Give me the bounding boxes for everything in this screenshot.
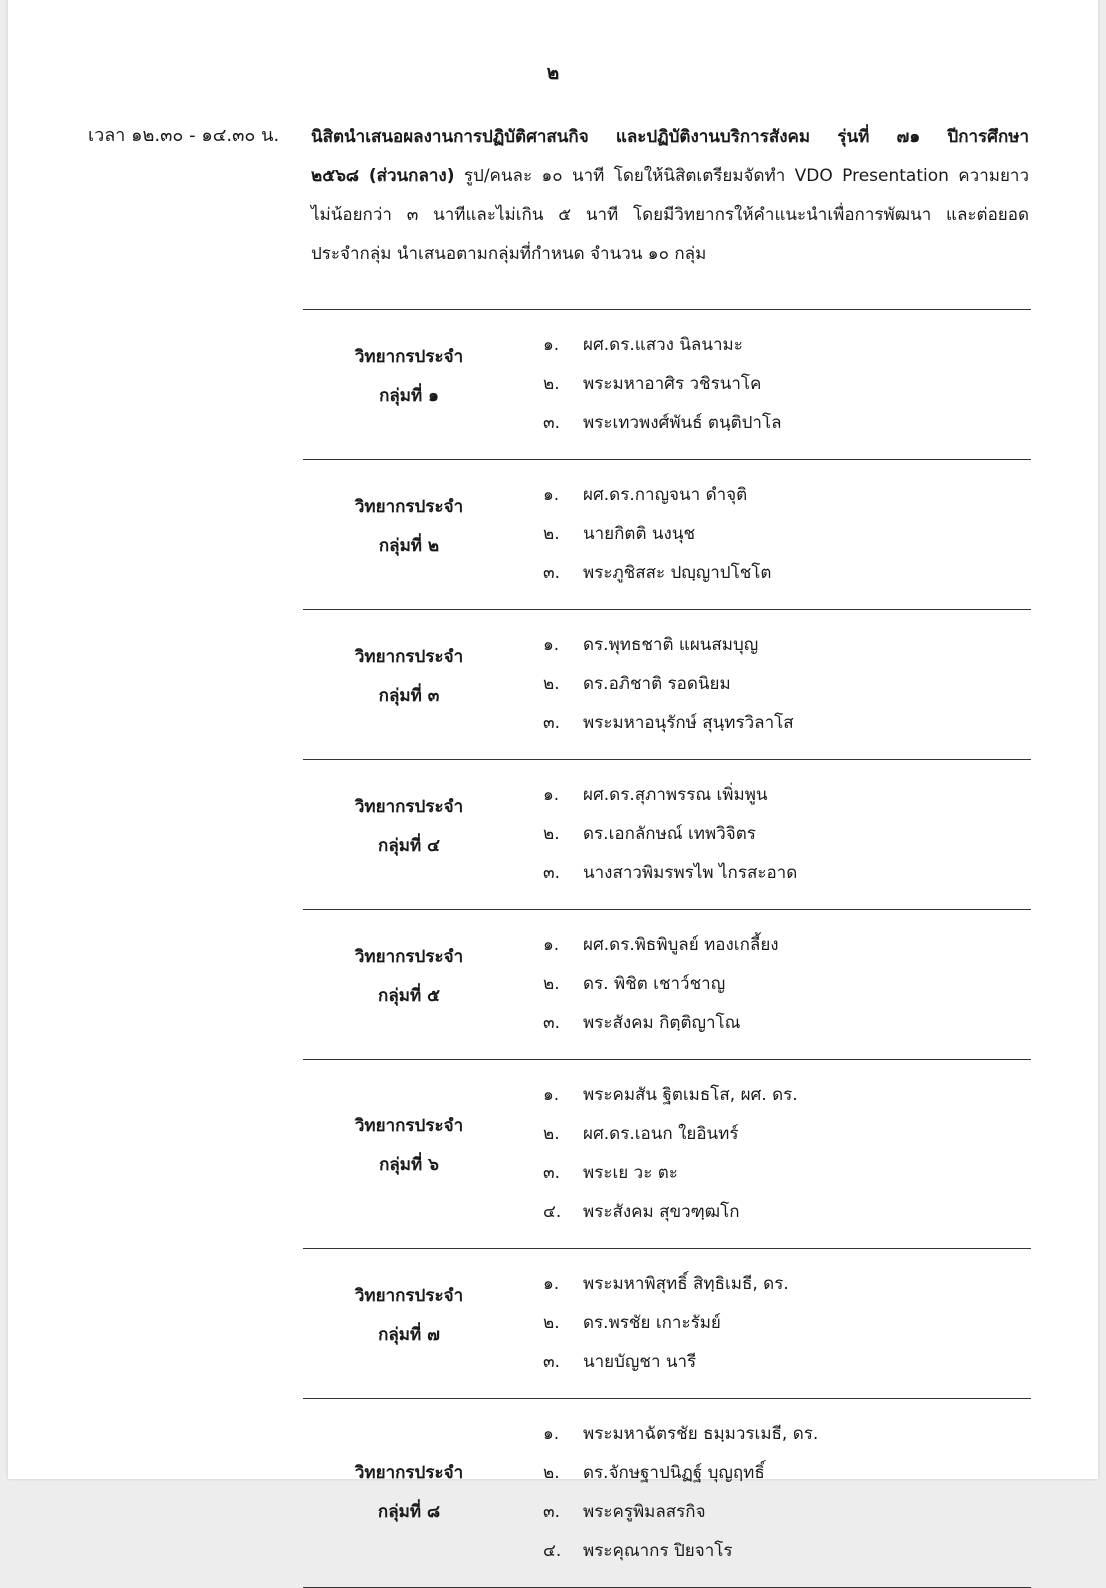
member-number: ๒. [543, 1313, 560, 1333]
member-number: ๓. [543, 563, 561, 583]
group-label [303, 760, 515, 893]
member-number: ๑. [543, 1424, 560, 1444]
member-item [543, 626, 1031, 665]
member-item [543, 1415, 1031, 1454]
member-name: พระคมสัน ฐิตเมธโส, ผศ. ดร. [583, 1085, 798, 1105]
member-number: ๔. [543, 1202, 562, 1222]
member-number: ๑. [543, 785, 560, 805]
member-name: ผศ.ดร.สุภาพรรณ เพิ่มพูน [583, 785, 768, 805]
group-label-number: กลุ่มที่ ๑ [379, 385, 439, 406]
member-list [543, 1415, 1031, 1571]
member-list [543, 1076, 1031, 1232]
member-number: ๓. [543, 1502, 561, 1522]
group-label-title: วิทยากรประจำ [354, 346, 464, 367]
group-label-number: กลุ่มที่ ๕ [378, 985, 440, 1006]
member-number: ๒. [543, 1463, 560, 1483]
member-number: ๒. [543, 824, 560, 844]
member-name: ผศ.ดร.พิธพิบูลย์ ทองเกลี้ยง [583, 935, 779, 955]
member-name: พระมหาอนุรักษ์ สุนฺทรวิลาโส [583, 713, 794, 733]
speaker-group [303, 459, 1031, 593]
member-number: ๑. [543, 1274, 560, 1294]
member-number: ๒. [543, 374, 560, 394]
member-list [543, 476, 1031, 593]
document-page [8, 0, 1098, 1561]
group-label-number: กลุ่มที่ ๔ [378, 835, 440, 856]
description-line-3: ไม่น้อยกว่า ๓ นาทีและไม่เกิน ๕ นาที โดยมีวิทยากรให้คำแนะนำเพื่อการพัฒนา และต่อยอด [311, 205, 1029, 225]
schedule-time: เวลา ๑๒.๓๐ - ๑๔.๓๐ น. [88, 125, 280, 146]
member-number: ๔. [543, 1541, 562, 1561]
member-item [543, 776, 1031, 815]
member-number: ๒. [543, 974, 560, 994]
member-name: ผศ.ดร.เอนก ใยอินทร์ [583, 1124, 739, 1144]
group-label-title: วิทยากรประจำ [354, 1285, 464, 1306]
member-number: ๒. [543, 524, 560, 544]
member-name: ดร.พรชัย เกาะรัมย์ [583, 1313, 721, 1333]
member-item [543, 1493, 1031, 1532]
member-number: ๑. [543, 1085, 560, 1105]
group-label-title: วิทยากรประจำ [354, 496, 464, 517]
member-list [543, 776, 1031, 893]
description-line-1: นิสิตนำเสนอผลงานการปฏิบัติศาสนกิจ และปฏิบัติงานบริการสังคม รุ่นที่ ๗๑ ปีการศึกษา [311, 127, 1029, 147]
group-label-number: กลุ่มที่ ๘ [377, 1502, 441, 1522]
member-name: ดร.พุทธชาติ แผนสมบุญ [583, 635, 759, 655]
member-item [543, 404, 1031, 443]
speaker-group [303, 759, 1031, 893]
member-item [543, 704, 1031, 743]
speaker-groups-table [303, 309, 1031, 1588]
member-name: นายกิตติ นงนุช [583, 524, 695, 544]
member-item [543, 554, 1031, 593]
member-list [543, 1265, 1031, 1382]
member-name: พระสังคม กิตฺติญาโณ [583, 1013, 741, 1033]
member-number: ๓. [543, 413, 561, 433]
member-number: ๒. [543, 674, 560, 694]
group-label-title: วิทยากรประจำ [354, 1116, 464, 1136]
member-item [543, 1532, 1031, 1571]
group-label-title: วิทยากรประจำ [354, 1463, 464, 1483]
member-number: ๓. [543, 1352, 561, 1372]
member-name: พระครูพิมลสรกิจ [583, 1502, 706, 1522]
group-label [303, 910, 515, 1043]
member-item [543, 365, 1031, 404]
page-number: ๒ [546, 62, 560, 84]
speaker-group [303, 1398, 1031, 1588]
member-item [543, 1115, 1031, 1154]
member-name: ดร.จักษฐาปนิฏฐ์ บุญฤทธิ์ [583, 1463, 765, 1483]
member-name: ผศ.ดร.แสวง นิลนามะ [583, 335, 743, 355]
member-item [543, 1304, 1031, 1343]
group-label-number: กลุ่มที่ ๖ [379, 1155, 439, 1175]
group-label-number: กลุ่มที่ ๒ [378, 535, 440, 556]
member-item [543, 665, 1031, 704]
group-label [303, 1249, 515, 1382]
member-name: ดร.อภิชาติ รอดนิยม [583, 674, 731, 694]
description-line-2: ๒๕๖๘ (ส่วนกลาง) รูป/คนละ ๑๐ นาที โดยให้นิสิตเตรียมจัดทำ VDO Presentation ความยาว [311, 166, 1029, 186]
member-number: ๓. [543, 863, 561, 883]
member-number: ๑. [543, 935, 560, 955]
member-item [543, 476, 1031, 515]
group-label-title: วิทยากรประจำ [354, 796, 464, 817]
member-number: ๑. [543, 335, 560, 355]
group-label [303, 610, 515, 743]
speaker-group [303, 909, 1031, 1043]
group-label-title: วิทยากรประจำ [354, 946, 464, 967]
member-name: ดร. พิชิต เชาว์ชาญ [583, 974, 726, 994]
member-item [543, 926, 1031, 965]
member-item [543, 1154, 1031, 1193]
member-item [543, 326, 1031, 365]
member-number: ๓. [543, 713, 561, 733]
speaker-group [303, 1248, 1031, 1382]
speaker-group [303, 1059, 1031, 1232]
member-number: ๓. [543, 1163, 561, 1183]
member-list [543, 926, 1031, 1043]
member-number: ๓. [543, 1013, 561, 1033]
member-item [543, 1454, 1031, 1493]
member-item [543, 1265, 1031, 1304]
description-line-4: ประจำกลุ่ม นำเสนอตามกลุ่มที่กำหนด จำนวน ๑๐ กลุ่ม [311, 244, 707, 264]
member-item [543, 1004, 1031, 1043]
member-name: นายบัญชา นารี [583, 1352, 697, 1372]
speaker-group [303, 309, 1031, 443]
member-item [543, 1343, 1031, 1382]
member-item [543, 1076, 1031, 1115]
member-name: พระคุณากร ปิยจาโร [583, 1541, 733, 1561]
member-name: พระสังคม สุขวฑฺฒโก [583, 1202, 740, 1222]
member-item [543, 1193, 1031, 1232]
speaker-group [303, 609, 1031, 743]
group-label [303, 1399, 515, 1587]
group-label [303, 310, 515, 443]
member-name: พระเย วะ ตะ [583, 1163, 678, 1183]
member-name: พระภูชิสสะ ปญฺญาปโชโต [583, 563, 772, 583]
member-name: พระมหาฉัตรชัย ธมฺมวรเมธี, ดร. [583, 1424, 819, 1444]
member-list [543, 326, 1031, 443]
member-item [543, 515, 1031, 554]
member-name: พระมหาพิสุทธิ์ สิทฺธิเมธี, ดร. [583, 1274, 789, 1294]
member-name: ผศ.ดร.กาญจนา ดำจุติ [583, 485, 748, 505]
member-number: ๒. [543, 1124, 560, 1144]
member-number: ๑. [543, 485, 560, 505]
group-label [303, 1060, 515, 1232]
group-label [303, 460, 515, 593]
member-name: ดร.เอกลักษณ์ เทพวิจิตร [583, 824, 756, 844]
group-label-title: วิทยากรประจำ [354, 646, 464, 667]
group-label-number: กลุ่มที่ ๓ [378, 685, 440, 706]
member-item [543, 854, 1031, 893]
member-name: พระมหาอาศิร วชิรนาโค [583, 374, 762, 394]
member-item [543, 815, 1031, 854]
session-description [311, 118, 1029, 274]
group-label-number: กลุ่มที่ ๗ [378, 1324, 440, 1345]
member-name: นางสาวพิมรพรไพ ไกรสะอาด [583, 863, 798, 883]
member-number: ๑. [543, 635, 560, 655]
member-item [543, 965, 1031, 1004]
member-name: พระเทวพงศ์พันธ์ ตนฺติปาโล [583, 413, 782, 433]
member-list [543, 626, 1031, 743]
